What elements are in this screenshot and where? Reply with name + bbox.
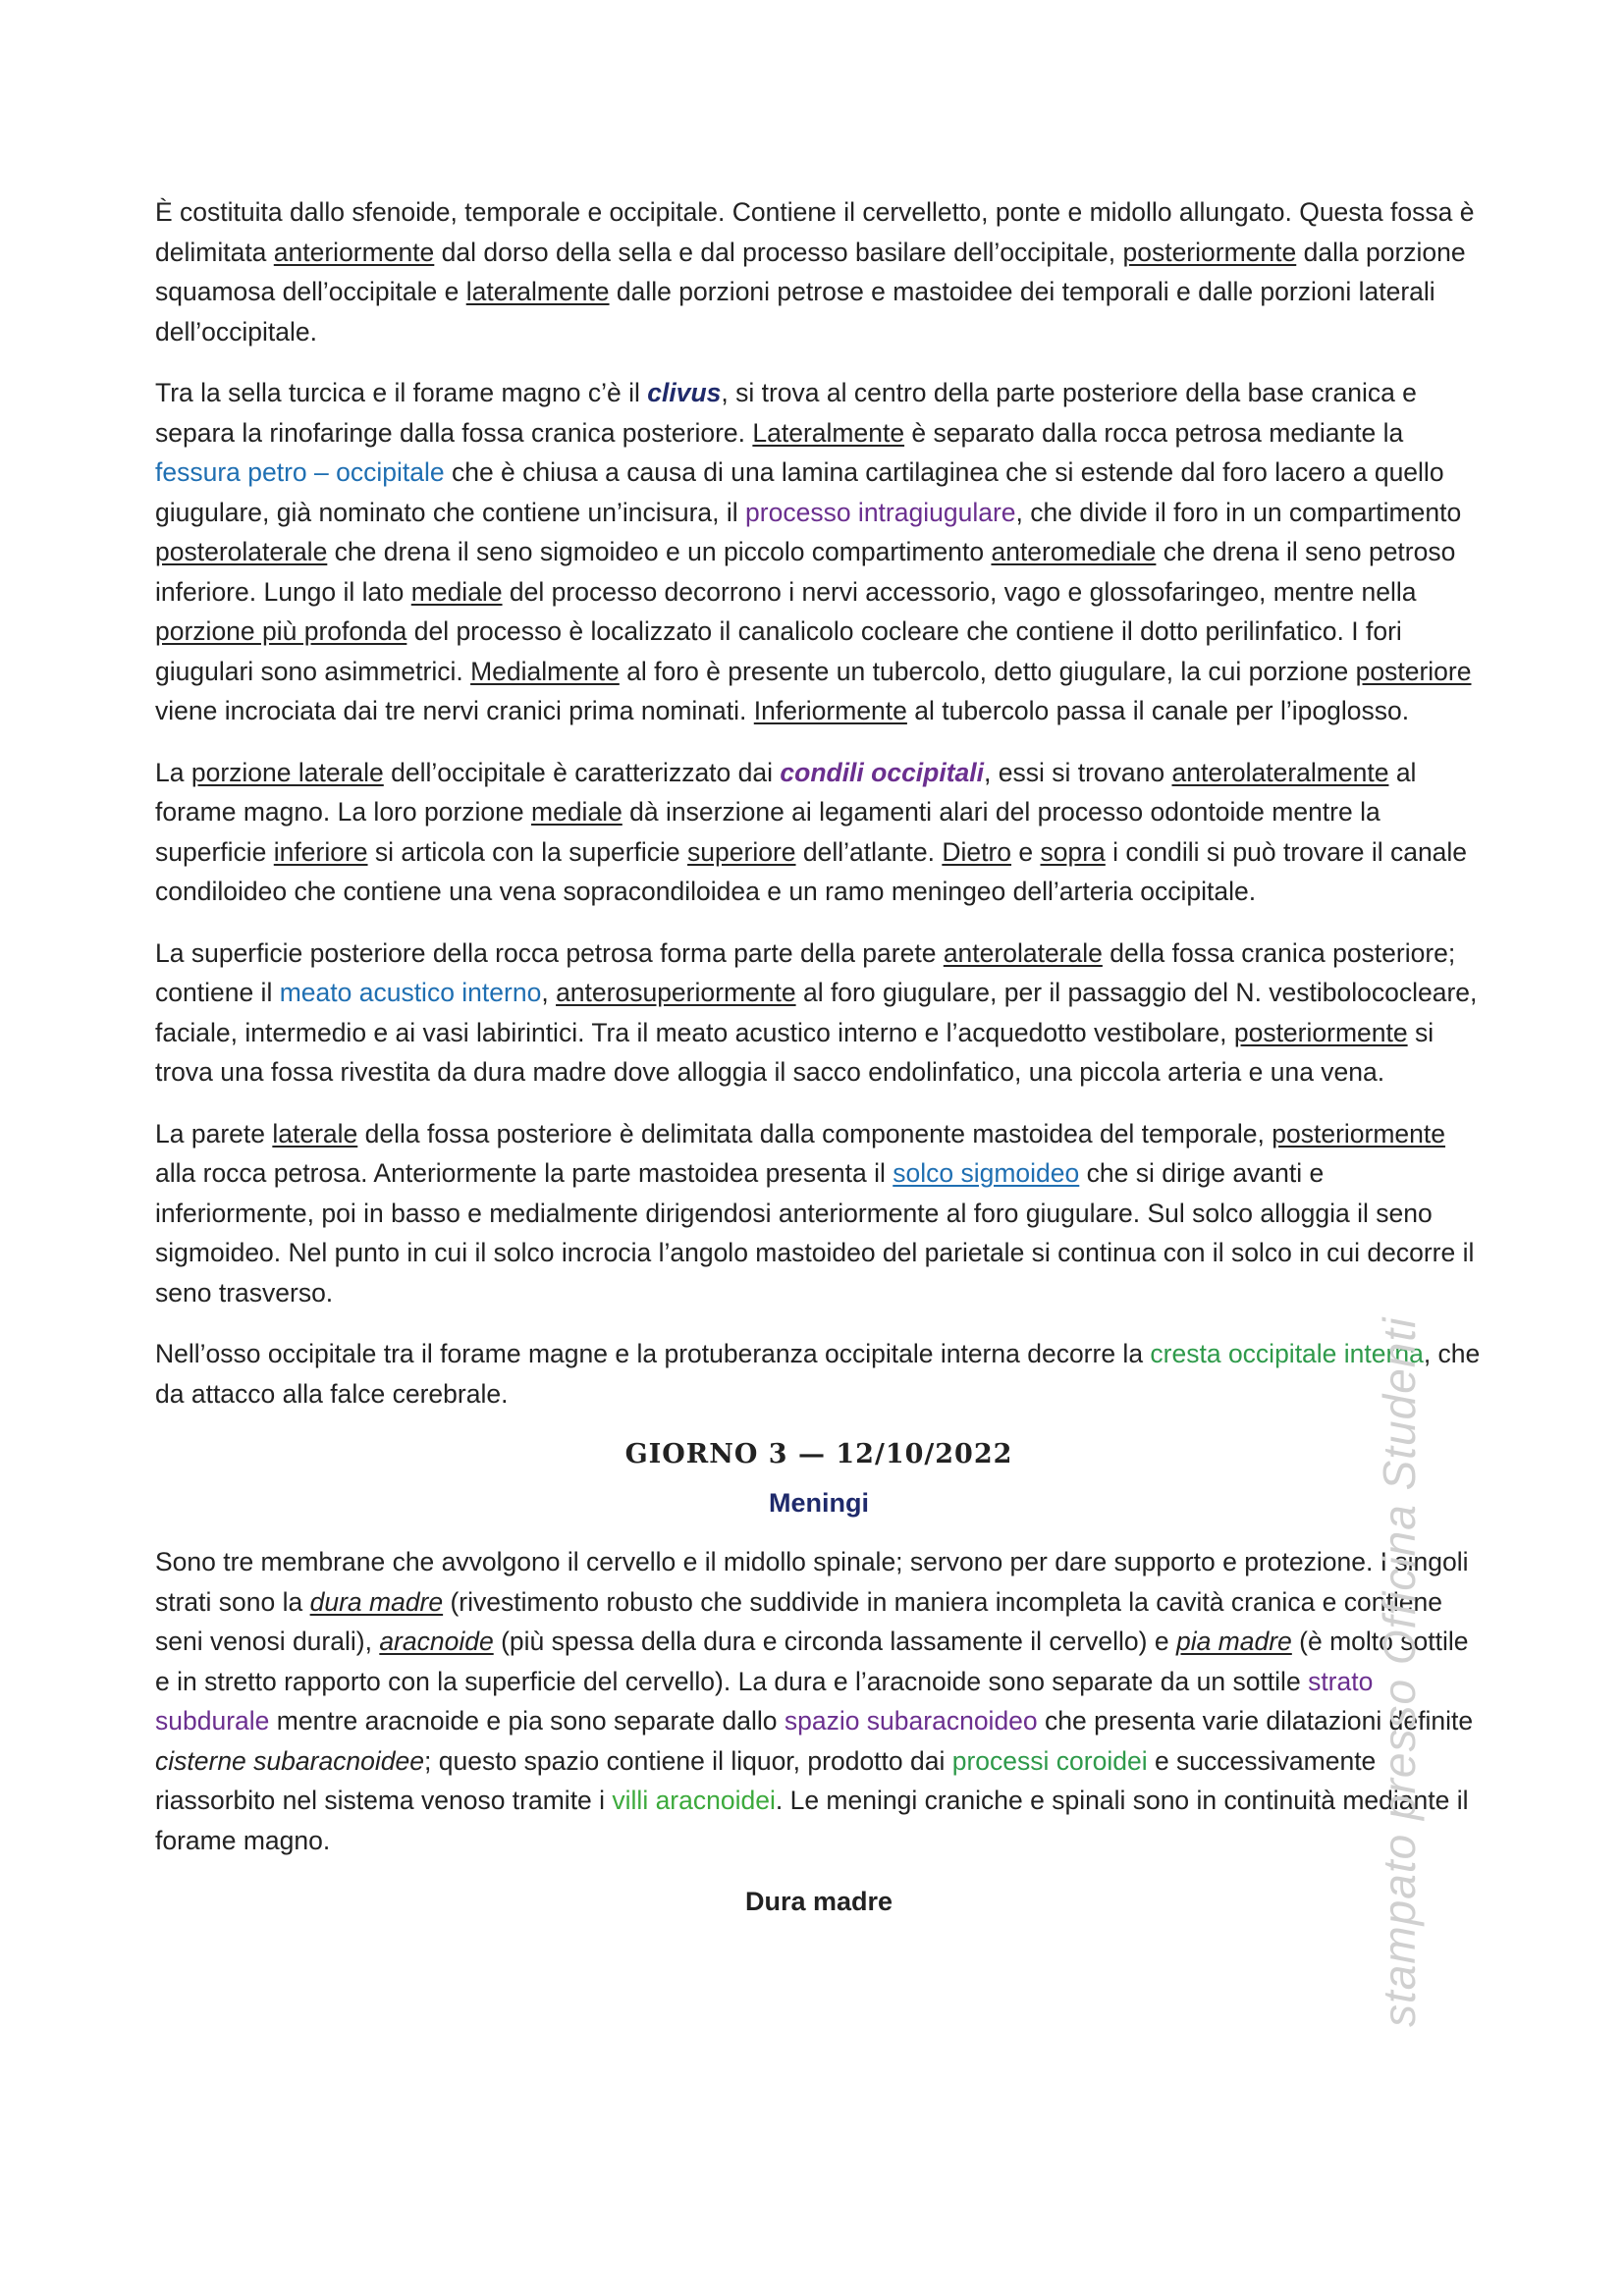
- underlined-term: inferiore: [273, 836, 368, 867]
- term-pia-madre: pia madre: [1175, 1627, 1292, 1656]
- term-cisterne-subaracnoidee: cisterne subaracnoidee: [155, 1745, 425, 1776]
- term-aracnoide: aracnoide: [379, 1627, 494, 1656]
- term-meato-acustico-interno: meato acustico interno: [279, 978, 542, 1007]
- underlined-term: anterolaterale: [943, 937, 1103, 968]
- underlined-term: superiore: [687, 836, 796, 867]
- term-solco-sigmoideo: solco sigmoideo: [893, 1158, 1080, 1188]
- underlined-term: porzione più profonda: [155, 616, 407, 646]
- underlined-term: posteriormente: [1122, 237, 1297, 267]
- underlined-term: mediale: [410, 576, 503, 607]
- underlined-term: anterolateralmente: [1171, 757, 1389, 787]
- day-heading: GIORNO 3 — 12/10/2022: [624, 1439, 1013, 1469]
- paragraph-cresta-occipitale: Nell’osso occipitale tra il forame magne e la protuberanza occipitale interna decorre la cresta occipitale interna, che da attacco alla falce cerebrale.: [155, 1339, 1481, 1409]
- underlined-term: posteriormente: [1272, 1118, 1446, 1148]
- underlined-term: anteromediale: [991, 537, 1157, 566]
- underlined-term: sopra: [1040, 836, 1106, 867]
- underlined-term: lateralmente: [465, 277, 610, 306]
- term-condili-occipitali: condili occipitali: [780, 757, 985, 787]
- paragraph-fossa-posteriore: È costituita dallo sfenoide, temporale e occipitale. Contiene il cervelletto, ponte e midollo allungato. Questa fossa è delimitata anteriormente dal dorso della sella e dal processo basilare dell’occipitale, posteriormente dalla porzione squamosa dell’occipitale e lateralmente dalle porzioni petrose e mastoidee dei temporali e dalle porzioni laterali dell’occipitale.: [155, 197, 1475, 347]
- document-body: [155, 192, 1483, 1942]
- term-villi-aracnoidei: villi aracnoidei: [612, 1786, 776, 1815]
- term-processi-coroidei: processi coroidei: [951, 1745, 1148, 1776]
- watermark: stampato presso Officina Studenti: [1374, 1316, 1425, 2027]
- paragraph-parete-laterale: La parete laterale della fossa posteriore è delimitata dalla componente mastoidea del temporale, posteriormente alla rocca petrosa. Anteriormente la parte mastoidea presenta il solco sigmoideo che si dirige avanti e inferiormente, poi in basso e medialmente dirigendosi anteriormente al foro giugulare. Sul solco alloggia il seno sigmoideo. Nel punto in cui il solco incrocia l’angolo mastoideo del parietale si continua con il solco in cui decorre il seno trasverso.: [155, 1118, 1475, 1308]
- underlined-term: posteriormente: [1233, 1017, 1408, 1047]
- underlined-term: Inferiormente: [753, 696, 907, 725]
- section-title-meningi: Meningi: [769, 1487, 869, 1518]
- underlined-term: anteriormente: [273, 237, 435, 267]
- term-processo-intragiugulare: processo intragiugulare: [745, 497, 1016, 527]
- paragraph-clivus: Tra la sella turcica e il forame magno c’è il clivus, si trova al centro della parte posteriore della base cranica e separa la rinofaringe dalla fossa cranica posteriore. Lateralmente è separato dalla rocca petrosa mediante la fessura petro – occipitale che è chiusa a causa di una lamina cartilaginea che si estende dal foro lacero a quello giugulare, già nominato che contiene un’incisura, il processo intragiugulare, che divide il foro in un compartimento posterolaterale che drena il seno sigmoideo e un piccolo compartimento anteromediale che drena il seno petroso inferiore. Lungo il lato mediale del processo decorrono i nervi accessorio, vago e glossofaringeo, mentre nella porzione più profonda del processo è localizzato il canalicolo cocleare che contiene il dotto perilinfatico. I fori giugulari sono asimmetrici. Medialmente al foro è presente un tubercolo, detto giugulare, la cui porzione posteriore viene incrociata dai tre nervi cranici prima nominati. Inferiormente al tubercolo passa il canale per l’ipoglosso.: [155, 378, 1472, 725]
- underlined-term: Medialmente: [470, 656, 620, 686]
- term-clivus: clivus: [647, 378, 722, 407]
- term-spazio-subaracnoideo: spazio subaracnoideo: [784, 1706, 1038, 1735]
- section-title-dura-madre: Dura madre: [744, 1887, 893, 1916]
- paragraph-meningi: Sono tre membrane che avvolgono il cervello e il midollo spinale; servono per dare supporto e protezione. I singoli strati sono la dura madre (rivestimento robusto che suddivide in maniera incompleta la cavità cranica e contiene seni venosi durali), aracnoide (più spessa della dura e circonda lassamente il cervello) e pia madre (è molto sottile e in stretto rapporto con la superficie del cervello). La dura e l’aracnoide sono separate da un sottile strato subdurale mentre aracnoide e pia sono separate dallo spazio subaracnoideo che presenta varie dilatazioni definite cisterne subaracnoidee; questo spazio contiene il liquor, prodotto dai processi coroidei e successivamente riassorbito nel sistema venoso tramite i villi aracnoidei. Le meningi craniche e spinali sono in continuità mediante il forame magno.: [155, 1547, 1474, 1855]
- underlined-term: Dietro: [942, 836, 1012, 867]
- term-fessura-petro-occipitale: fessura petro – occipitale: [155, 457, 445, 487]
- paragraph-rocca-petrosa: La superficie posteriore della rocca petrosa forma parte della parete anterolaterale della fossa cranica posteriore; contiene il meato acustico interno, anterosuperiormente al foro giugulare, per il passaggio del N. vestibolococleare, faciale, intermedio e ai vasi labirintici. Tra il meato acustico interno e l’acquedotto vestibolare, posteriormente si trova una fossa rivestita da dura madre dove alloggia il sacco endolinfatico, una piccola arteria e una vena.: [155, 937, 1478, 1087]
- underlined-term: porzione laterale: [190, 757, 384, 787]
- term-cresta-occipitale-interna: cresta occipitale interna: [1150, 1339, 1424, 1368]
- underlined-term: posteriore: [1355, 656, 1472, 686]
- underlined-term: posterolaterale: [155, 537, 328, 566]
- underlined-term: laterale: [272, 1118, 358, 1148]
- underlined-term: anterosuperiormente: [556, 978, 796, 1007]
- term-dura-madre: dura madre: [309, 1586, 444, 1617]
- underlined-term: Lateralmente: [752, 417, 905, 448]
- term-strato-subdurale: strato subdurale: [155, 1666, 1374, 1735]
- underlined-term: mediale: [531, 797, 623, 827]
- paragraph-condili: La porzione laterale dell’occipitale è caratterizzato dai condili occipitali, essi si trovano anterolateralmente al forame magno. La loro porzione mediale dà inserzione ai legamenti alari del processo odontoide mentre la superficie inferiore si articola con la superficie superiore dell’atlante. Dietro e sopra i condili si può trovare il canale condiloideo che contiene una vena sopracondiloidea e un ramo meningeo dell’arteria occipitale.: [155, 757, 1468, 906]
